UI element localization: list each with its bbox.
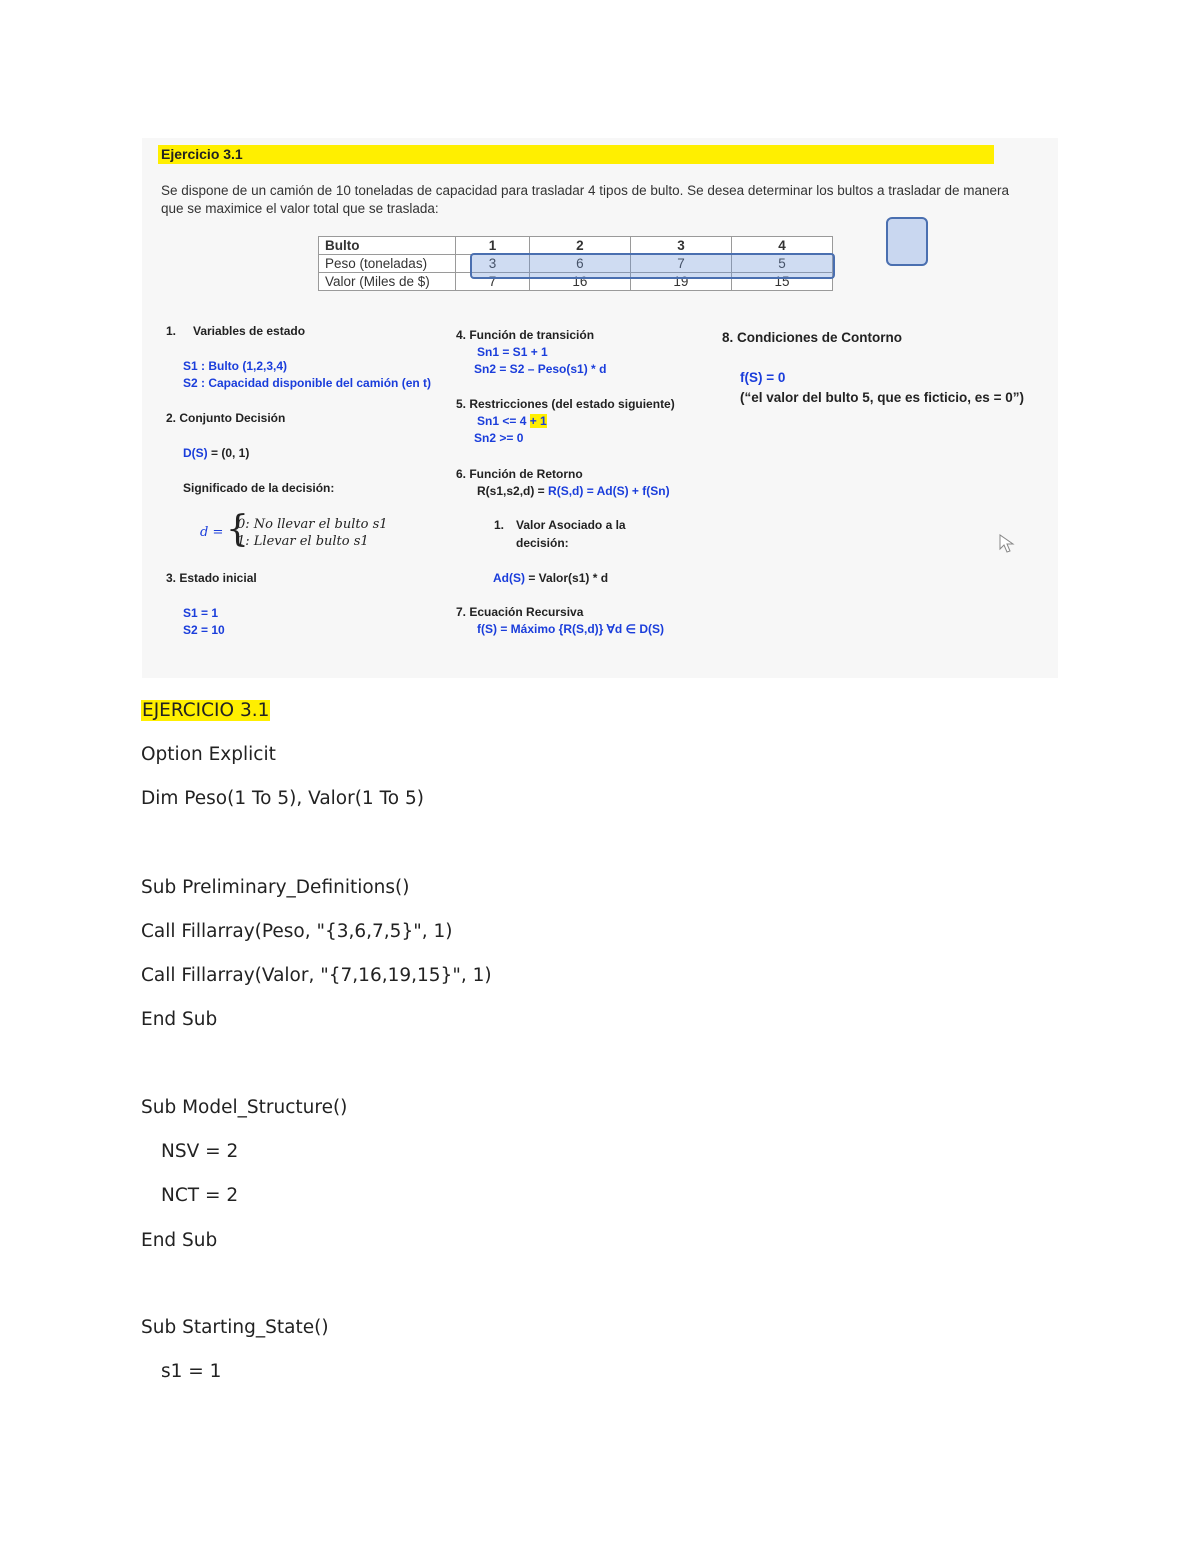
table-cell: 3 <box>456 255 530 273</box>
table-cell: 7 <box>456 273 530 291</box>
restriction-sn1-a: Sn1 <= 4 <box>477 414 530 428</box>
transition-sn1: Sn1 = S1 + 1 <box>477 345 548 359</box>
code-line: Sub Model_Structure() <box>141 1097 348 1118</box>
row-label: Valor (Miles de $) <box>319 273 456 291</box>
h3-heading: 3. Estado inicial <box>166 571 257 585</box>
h2-heading: 2. Conjunto Decisión <box>166 411 286 425</box>
restriction-sn1 <box>477 414 547 428</box>
table-cell: 1 <box>456 237 530 255</box>
table-cell: 2 <box>529 237 630 255</box>
decision-set: D(S) = (0, 1) <box>183 446 250 460</box>
initial-s1: S1 = 1 <box>183 606 219 620</box>
code-line: Sub Preliminary_Definitions() <box>141 877 410 898</box>
return-function-b: R(S,d) = Ad(S) + f(Sn) <box>548 484 670 498</box>
return-function <box>477 484 670 498</box>
h6-heading: 6. Función de Retorno <box>456 467 583 481</box>
table-cell: 16 <box>529 273 630 291</box>
sub-line-2: decisión: <box>516 536 569 550</box>
code-line: Sub Starting_State() <box>141 1317 329 1338</box>
code-line: NCT = 2 <box>161 1185 239 1206</box>
boundary-condition: f(S) = 0 <box>740 370 786 385</box>
h8-heading: 8. Condiciones de Contorno <box>722 330 903 345</box>
row-label: Bulto <box>319 237 456 255</box>
return-function-a: R(s1,s2,d) = <box>477 484 549 498</box>
h5-heading: 5. Restricciones (del estado siguiente) <box>456 397 675 411</box>
associated-value-a: Ad(S) <box>493 571 525 585</box>
h4-heading: 4. Función de transición <box>456 328 595 342</box>
table-cell: 6 <box>529 255 630 273</box>
boundary-note: (“el valor del bulto 5, que es ficticio, es = 0”) <box>740 390 1024 405</box>
shape-button[interactable] <box>886 217 928 266</box>
code-line: Option Explicit <box>141 744 276 765</box>
selection-highlight <box>470 253 835 279</box>
transition-sn2: Sn2 = S2 – Peso(s1) * d <box>474 362 607 376</box>
state-var-s2: S2 : Capacidad disponible del camión (en t) <box>183 376 432 390</box>
code-line: NSV = 2 <box>161 1141 239 1162</box>
table-cell: 19 <box>630 273 731 291</box>
code-line: Call Fillarray(Valor, "{7,16,19,15}", 1) <box>141 965 492 986</box>
associated-value <box>493 571 608 585</box>
mouse-cursor-icon <box>998 534 1016 554</box>
banner-title: Ejercicio 3.1 <box>161 146 243 162</box>
h1-text: Variables de estado <box>193 324 306 338</box>
d-equation: d = <box>200 525 224 540</box>
brace-icon: { <box>226 509 249 550</box>
intro-line-1: Se dispone de un camión de 10 toneladas de capacidad para trasladar 4 tipos de bulto. Se desea determinar los bultos a trasladar de manera <box>161 183 1010 198</box>
table-cell: 4 <box>731 237 832 255</box>
document-heading: EJERCICIO 3.1 <box>142 700 270 721</box>
h1-number: 1. <box>166 324 177 338</box>
h7-heading: 7. Ecuación Recursiva <box>456 605 584 619</box>
code-line: Call Fillarray(Peso, "{3,6,7,5}", 1) <box>141 921 453 942</box>
decision-option-0: 0: No llevar el bulto s1 <box>237 517 388 532</box>
state-var-s1: S1 : Bulto (1,2,3,4) <box>183 359 288 373</box>
code-line: Dim Peso(1 To 5), Valor(1 To 5) <box>141 788 424 809</box>
intro-line-2: que se maximice el valor total que se traslada: <box>161 201 439 216</box>
restriction-sn2: Sn2 >= 0 <box>474 431 524 445</box>
code-line: s1 = 1 <box>161 1361 222 1382</box>
decision-option-1: 1: Llevar el bulto s1 <box>237 534 369 549</box>
row-label: Peso (toneladas) <box>319 255 456 273</box>
sub-line-1: Valor Asociado a la <box>516 518 626 532</box>
code-line: End Sub <box>141 1230 218 1251</box>
table-cell: 15 <box>731 273 832 291</box>
table-cell: 7 <box>630 255 731 273</box>
decision-meaning: Significado de la decisión: <box>183 481 335 495</box>
code-line: End Sub <box>141 1009 218 1030</box>
sub-number: 1. <box>494 518 505 532</box>
table-cell: 3 <box>630 237 731 255</box>
restriction-sn1-highlight: + 1 <box>529 414 547 428</box>
exercise-banner <box>158 145 994 164</box>
initial-s2: S2 = 10 <box>183 623 225 637</box>
table-cell: 5 <box>731 255 832 273</box>
associated-value-b: = Valor(s1) * d <box>525 571 609 585</box>
recursive-equation: f(S) = Máximo {R(S,d)} ∀d ∈ D(S) <box>477 622 665 636</box>
table-row <box>319 237 833 255</box>
decision-set-rest: = (0, 1) <box>207 446 250 460</box>
